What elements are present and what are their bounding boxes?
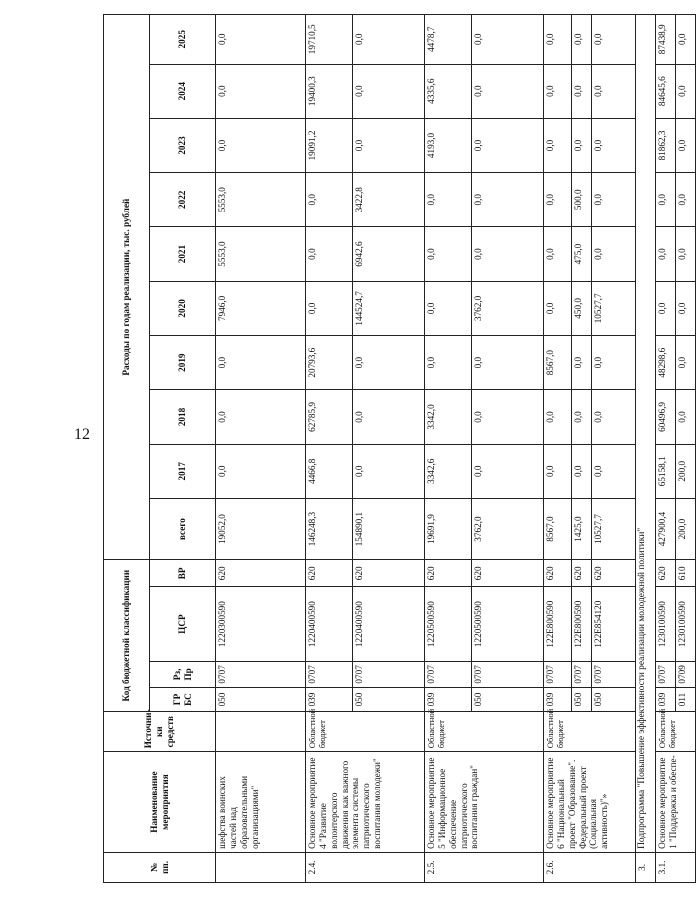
cell-total: 3762,0 bbox=[472, 498, 544, 559]
cell-year-value: 8567,0 bbox=[544, 336, 572, 390]
cell-year-value: 0,0 bbox=[572, 64, 592, 118]
header-rzpr: Рз, Пр bbox=[150, 661, 216, 687]
cell-year-value: 0,0 bbox=[425, 173, 472, 227]
cell-year-value: 0,0 bbox=[216, 336, 306, 390]
header-year: 2025 bbox=[150, 15, 216, 65]
cell-year-value: 0,0 bbox=[544, 118, 572, 172]
cell-grbs: 050 bbox=[592, 687, 636, 711]
cell-year-value: 0,0 bbox=[656, 227, 676, 281]
cell-year-value: 0,0 bbox=[592, 390, 636, 444]
row-name: Основное мероприятие 1 "Поддержка и обеспе- bbox=[656, 752, 696, 853]
cell-vr: 620 bbox=[592, 560, 636, 587]
cell-year-value: 0,0 bbox=[676, 64, 696, 118]
cell-year-value: 20793,6 bbox=[306, 336, 353, 390]
row-num: 3.1. bbox=[656, 852, 696, 882]
cell-year-value: 0,0 bbox=[572, 444, 592, 498]
cell-year-value: 0,0 bbox=[472, 336, 544, 390]
cell-year-value: 0,0 bbox=[216, 390, 306, 444]
cell-year-value: 0,0 bbox=[592, 118, 636, 172]
cell-grbs: 039 bbox=[656, 687, 676, 711]
cell-year-value: 4335,6 bbox=[425, 64, 472, 118]
cell-rzpr: 0707 bbox=[425, 661, 472, 687]
cell-year-value: 5553,0 bbox=[216, 227, 306, 281]
cell-year-value: 0,0 bbox=[592, 64, 636, 118]
cell-year-value: 0,0 bbox=[472, 64, 544, 118]
cell-year-value: 475,0 bbox=[572, 227, 592, 281]
cell-year-value: 0,0 bbox=[544, 281, 572, 335]
row-source: Областной бюджет bbox=[656, 712, 696, 752]
cell-year-value: 6942,6 bbox=[353, 227, 425, 281]
cell-vr: 620 bbox=[472, 560, 544, 587]
cell-year-value: 0,0 bbox=[592, 15, 636, 65]
cell-year-value: 87438,9 bbox=[656, 15, 676, 65]
cell-total: 154890,1 bbox=[353, 498, 425, 559]
cell-rzpr: 0707 bbox=[544, 661, 572, 687]
expenses-table bbox=[103, 14, 696, 883]
header-source: Источни-ки средств bbox=[104, 712, 216, 752]
row-source: Областной бюджет bbox=[306, 712, 425, 752]
row-source: Областной бюджет bbox=[425, 712, 544, 752]
cell-grbs: 050 bbox=[572, 687, 592, 711]
cell-year-value: 0,0 bbox=[353, 64, 425, 118]
cell-rzpr: 0707 bbox=[472, 661, 544, 687]
cell-year-value: 0,0 bbox=[592, 444, 636, 498]
cell-year-value: 5553,0 bbox=[216, 173, 306, 227]
cell-year-value: 0,0 bbox=[306, 281, 353, 335]
header-year: 2019 bbox=[150, 336, 216, 390]
cell-year-value: 0,0 bbox=[472, 227, 544, 281]
section-num: 3. bbox=[636, 852, 656, 882]
cell-year-value: 0,0 bbox=[472, 173, 544, 227]
cell-year-value: 0,0 bbox=[353, 336, 425, 390]
cell-year-value: 65158,1 bbox=[656, 444, 676, 498]
cell-year-value: 0,0 bbox=[425, 281, 472, 335]
cell-year-value: 0,0 bbox=[353, 390, 425, 444]
cell-year-value: 19710,5 bbox=[306, 15, 353, 65]
cell-csr: 1220400590 bbox=[306, 587, 353, 661]
row-name: шефства воинских частей над образовательными организациями" bbox=[216, 752, 306, 853]
cell-year-value: 4478,7 bbox=[425, 15, 472, 65]
cell-year-value: 0,0 bbox=[656, 173, 676, 227]
cell-year-value: 0,0 bbox=[472, 15, 544, 65]
cell-year-value: 0,0 bbox=[544, 173, 572, 227]
cell-year-value: 0,0 bbox=[353, 118, 425, 172]
cell-year-value: 4466,8 bbox=[306, 444, 353, 498]
cell-year-value: 0,0 bbox=[544, 444, 572, 498]
cell-year-value: 144524,7 bbox=[353, 281, 425, 335]
cell-vr: 620 bbox=[544, 560, 572, 587]
cell-year-value: 0,0 bbox=[216, 444, 306, 498]
cell-year-value: 0,0 bbox=[353, 15, 425, 65]
cell-rzpr: 0707 bbox=[572, 661, 592, 687]
cell-year-value: 3422,8 bbox=[353, 173, 425, 227]
header-total: всего bbox=[150, 498, 216, 559]
cell-year-value: 0,0 bbox=[306, 227, 353, 281]
table-row bbox=[544, 15, 572, 883]
cell-grbs: 050 bbox=[216, 687, 306, 711]
cell-year-value: 0,0 bbox=[544, 390, 572, 444]
cell-year-value: 0,0 bbox=[472, 118, 544, 172]
cell-year-value: 0,0 bbox=[676, 227, 696, 281]
cell-year-value: 7946,0 bbox=[216, 281, 306, 335]
cell-year-value: 0,0 bbox=[572, 336, 592, 390]
cell-year-value: 0,0 bbox=[306, 173, 353, 227]
header-csr: ЦСР bbox=[150, 587, 216, 661]
cell-total: 19052,0 bbox=[216, 498, 306, 559]
cell-rzpr: 0707 bbox=[656, 661, 676, 687]
cell-year-value: 500,0 bbox=[572, 173, 592, 227]
header-name: Наименование мероприятия bbox=[104, 752, 216, 853]
cell-grbs: 039 bbox=[306, 687, 353, 711]
header-year: 2023 bbox=[150, 118, 216, 172]
cell-csr: 122E800590 bbox=[572, 587, 592, 661]
cell-year-value: 0,0 bbox=[572, 15, 592, 65]
cell-vr: 620 bbox=[306, 560, 353, 587]
cell-year-value: 3342,0 bbox=[425, 390, 472, 444]
cell-vr: 620 bbox=[425, 560, 472, 587]
cell-year-value: 450,0 bbox=[572, 281, 592, 335]
row-name: Основное мероприятие 6 "Национальный проект "Образование". Федеральный проект (Социальная активность)"» bbox=[544, 752, 636, 853]
cell-rzpr: 0707 bbox=[216, 661, 306, 687]
cell-year-value: 0,0 bbox=[472, 390, 544, 444]
header-year: 2024 bbox=[150, 64, 216, 118]
row-source: Областной бюджет bbox=[544, 712, 636, 752]
header-vr: ВР bbox=[150, 560, 216, 587]
table-row bbox=[306, 15, 353, 883]
header-expenses: Расходы по годам реализации, тыс. рублей bbox=[104, 15, 150, 560]
cell-grbs: 011 bbox=[676, 687, 696, 711]
cell-year-value: 0,0 bbox=[216, 15, 306, 65]
cell-year-value: 81862,3 bbox=[656, 118, 676, 172]
header-year: 2017 bbox=[150, 444, 216, 498]
table-row bbox=[425, 15, 472, 883]
rotated-table-wrapper bbox=[103, 14, 687, 883]
cell-year-value: 0,0 bbox=[656, 281, 676, 335]
cell-grbs: 050 bbox=[472, 687, 544, 711]
cell-csr: 1220300590 bbox=[216, 587, 306, 661]
cell-year-value: 0,0 bbox=[216, 64, 306, 118]
cell-year-value: 48298,6 bbox=[656, 336, 676, 390]
cell-year-value: 84645,6 bbox=[656, 64, 676, 118]
header-budget-code: Код бюджетной классификации bbox=[104, 560, 150, 712]
row-num bbox=[216, 852, 306, 882]
row-name: Основное мероприятие 5 "Информационное обеспечение патриотического воспитания граждан" bbox=[425, 752, 544, 853]
cell-year-value: 0,0 bbox=[676, 173, 696, 227]
cell-total: 200,0 bbox=[676, 498, 696, 559]
cell-grbs: 050 bbox=[353, 687, 425, 711]
cell-rzpr: 0707 bbox=[353, 661, 425, 687]
cell-year-value: 0,0 bbox=[676, 390, 696, 444]
cell-year-value: 0,0 bbox=[676, 118, 696, 172]
cell-year-value: 0,0 bbox=[592, 336, 636, 390]
cell-csr: 122E800590 bbox=[544, 587, 572, 661]
cell-year-value: 0,0 bbox=[572, 118, 592, 172]
cell-year-value: 4193,0 bbox=[425, 118, 472, 172]
cell-year-value: 10527,7 bbox=[592, 281, 636, 335]
cell-year-value: 0,0 bbox=[544, 15, 572, 65]
cell-year-value: 0,0 bbox=[472, 444, 544, 498]
header-year: 2022 bbox=[150, 173, 216, 227]
cell-year-value: 200,0 bbox=[676, 444, 696, 498]
cell-year-value: 0,0 bbox=[676, 281, 696, 335]
cell-csr: 1230100590 bbox=[676, 587, 696, 661]
cell-year-value: 0,0 bbox=[425, 336, 472, 390]
cell-year-value: 3762,0 bbox=[472, 281, 544, 335]
cell-total: 146248,3 bbox=[306, 498, 353, 559]
cell-year-value: 0,0 bbox=[544, 227, 572, 281]
cell-year-value: 60496,9 bbox=[656, 390, 676, 444]
cell-csr: 1230100590 bbox=[656, 587, 676, 661]
cell-year-value: 0,0 bbox=[216, 118, 306, 172]
cell-csr: 122E854120 bbox=[592, 587, 636, 661]
cell-vr: 620 bbox=[572, 560, 592, 587]
row-num: 2.6. bbox=[544, 852, 636, 882]
row-num: 2.4. bbox=[306, 852, 425, 882]
cell-year-value: 0,0 bbox=[676, 15, 696, 65]
cell-csr: 1220500590 bbox=[472, 587, 544, 661]
header-grbs: ГР БС bbox=[150, 687, 216, 711]
header-year: 2020 bbox=[150, 281, 216, 335]
cell-year-value: 3342,6 bbox=[425, 444, 472, 498]
row-name: Основное мероприятие 4 "Развитие волонтерского движения как важного элемента системы патриотического воспитания молодежи" bbox=[306, 752, 425, 853]
cell-vr: 610 bbox=[676, 560, 696, 587]
row-source bbox=[216, 712, 306, 752]
cell-grbs: 039 bbox=[425, 687, 472, 711]
cell-vr: 620 bbox=[353, 560, 425, 587]
header-num: № пп. bbox=[104, 852, 216, 882]
cell-rzpr: 0707 bbox=[592, 661, 636, 687]
cell-year-value: 0,0 bbox=[353, 444, 425, 498]
table-row bbox=[216, 15, 306, 883]
cell-year-value: 0,0 bbox=[592, 227, 636, 281]
cell-year-value: 62785,9 bbox=[306, 390, 353, 444]
cell-total: 427900,4 bbox=[656, 498, 676, 559]
cell-year-value: 19091,2 bbox=[306, 118, 353, 172]
cell-total: 19691,9 bbox=[425, 498, 472, 559]
cell-year-value: 0,0 bbox=[544, 64, 572, 118]
table-row bbox=[656, 15, 676, 883]
cell-rzpr: 0707 bbox=[306, 661, 353, 687]
cell-year-value: 0,0 bbox=[572, 390, 592, 444]
cell-csr: 1220500590 bbox=[425, 587, 472, 661]
cell-vr: 620 bbox=[216, 560, 306, 587]
cell-year-value: 0,0 bbox=[676, 336, 696, 390]
section-title: Подпрограмма "Повышение эффективности реализации молодежной политики" bbox=[636, 15, 656, 853]
cell-grbs: 039 bbox=[544, 687, 572, 711]
cell-year-value: 0,0 bbox=[592, 173, 636, 227]
cell-year-value: 0,0 bbox=[425, 227, 472, 281]
cell-vr: 620 bbox=[656, 560, 676, 587]
cell-total: 8567,0 bbox=[544, 498, 572, 559]
page-number: 12 bbox=[74, 426, 90, 443]
header-year: 2021 bbox=[150, 227, 216, 281]
cell-total: 1425,0 bbox=[572, 498, 592, 559]
cell-csr: 1220400590 bbox=[353, 587, 425, 661]
row-num: 2.5. bbox=[425, 852, 544, 882]
cell-year-value: 19400,3 bbox=[306, 64, 353, 118]
cell-rzpr: 0709 bbox=[676, 661, 696, 687]
cell-total: 10527,7 bbox=[592, 498, 636, 559]
header-year: 2018 bbox=[150, 390, 216, 444]
